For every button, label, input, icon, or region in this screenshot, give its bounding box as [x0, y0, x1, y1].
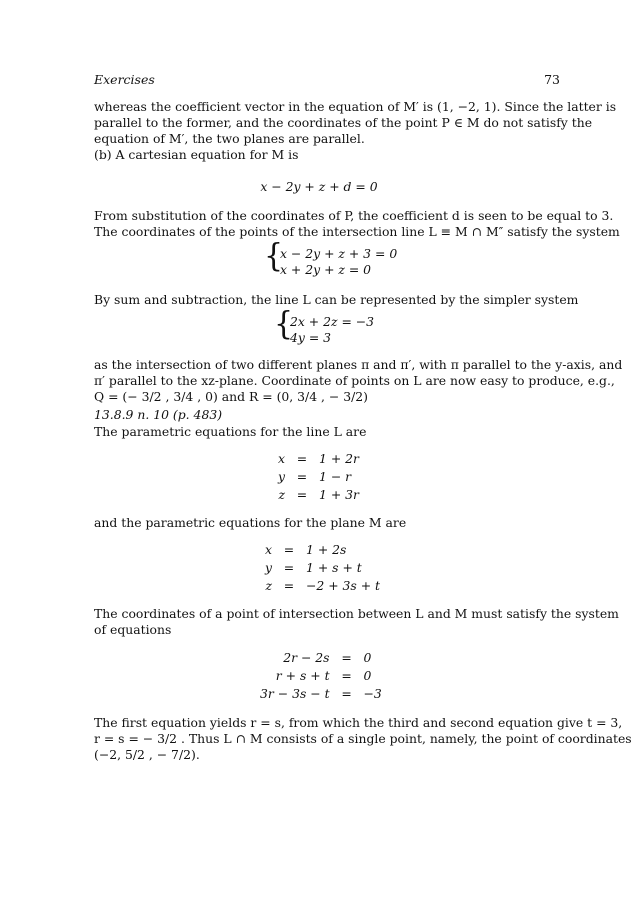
text-line: (−2, 5/2 , − 7/2). [94, 747, 200, 762]
paragraph-5 [94, 424, 560, 440]
paragraph-7 [94, 606, 619, 638]
text-line: The parametric equations for the line L are [94, 424, 367, 439]
equation-row: r + s + t = 0 [275, 667, 372, 683]
system-equation: 2x + 2z = −3 [290, 314, 375, 329]
equation-row: z = −2 + 3s + t [265, 577, 381, 593]
equation-row: x = 1 + 2s [265, 541, 347, 557]
text-line: and the parametric equations for the plane M are [94, 515, 407, 530]
text-line: π′ parallel to the xz-plane. Coordinate of points on L are now easy to produce, e.g., [94, 373, 615, 388]
text-line: r = s = − 3/2 . Thus L ∩ M consists of a single point, namely, the point of coordinates [94, 731, 632, 746]
plane-M-equations [265, 540, 380, 594]
text-line: whereas the coefficient vector in the equation of M′ is (1, −2, 1). Since the latter is [94, 99, 617, 114]
left-brace: { [264, 238, 284, 275]
text-line: (b) A cartesian equation for M is [94, 147, 299, 162]
text-line: as the intersection of two different planes π and π′, with π parallel to the y-axis, and [94, 357, 623, 372]
text-line: 13.8.9 n. 10 (p. 483) [94, 407, 223, 422]
text-line: Q = (− 3/2 , 3/4 , 0) and R = (0, 3/4 , − 3/2) [94, 389, 369, 404]
text-line: equation of M′, the two planes are parallel. [94, 131, 365, 146]
page-number: 73 [544, 72, 560, 87]
system-equation: x − 2y + z + 3 = 0 [280, 246, 398, 261]
equation-row: x = 1 + 2r [278, 450, 359, 466]
paragraph-1 [94, 99, 617, 163]
paragraph-4 [94, 357, 623, 405]
paragraph-6 [94, 515, 560, 531]
equation-row: y = 1 − r [278, 468, 352, 484]
text-line: The coordinates of a point of intersection between L and M must satisfy the system [94, 606, 619, 621]
text-line: of equations [94, 622, 172, 637]
system-equation: x + 2y + z = 0 [280, 262, 372, 277]
system-equation: 4y = 3 [290, 330, 332, 345]
system-1 [280, 246, 397, 278]
left-brace: { [274, 306, 294, 343]
text-line: By sum and subtraction, the line L can be represented by the simpler system [94, 292, 579, 307]
equation-row: z = 1 + 3r [278, 486, 359, 502]
paragraph-3 [94, 292, 579, 308]
equation-row: 2r − 2s = 0 [283, 649, 372, 665]
equation-row: 3r − 3s − t = −3 [260, 685, 382, 701]
paragraph-8 [94, 715, 632, 763]
running-header-title: Exercises [94, 72, 155, 87]
text-line: The coordinates of the points of the intersection line L ≡ M ∩ M″ satisfy the system [94, 224, 620, 239]
text-line: parallel to the former, and the coordinates of the point P ∈ M do not satisfy the [94, 115, 593, 130]
exercise-reference [94, 407, 560, 423]
text-line: The first equation yields r = s, from which the third and second equation give t = 3, [94, 715, 623, 730]
line-L-equations [278, 449, 359, 503]
text-line: From substitution of the coordinates of P, the coefficient d is seen to be equal to 3. [94, 208, 614, 223]
system-3 [260, 648, 382, 702]
system-2 [290, 314, 374, 346]
equation-cartesian: x − 2y + z + d = 0 [260, 179, 378, 194]
paragraph-2 [94, 208, 620, 240]
equation-row: y = 1 + s + t [265, 559, 362, 575]
